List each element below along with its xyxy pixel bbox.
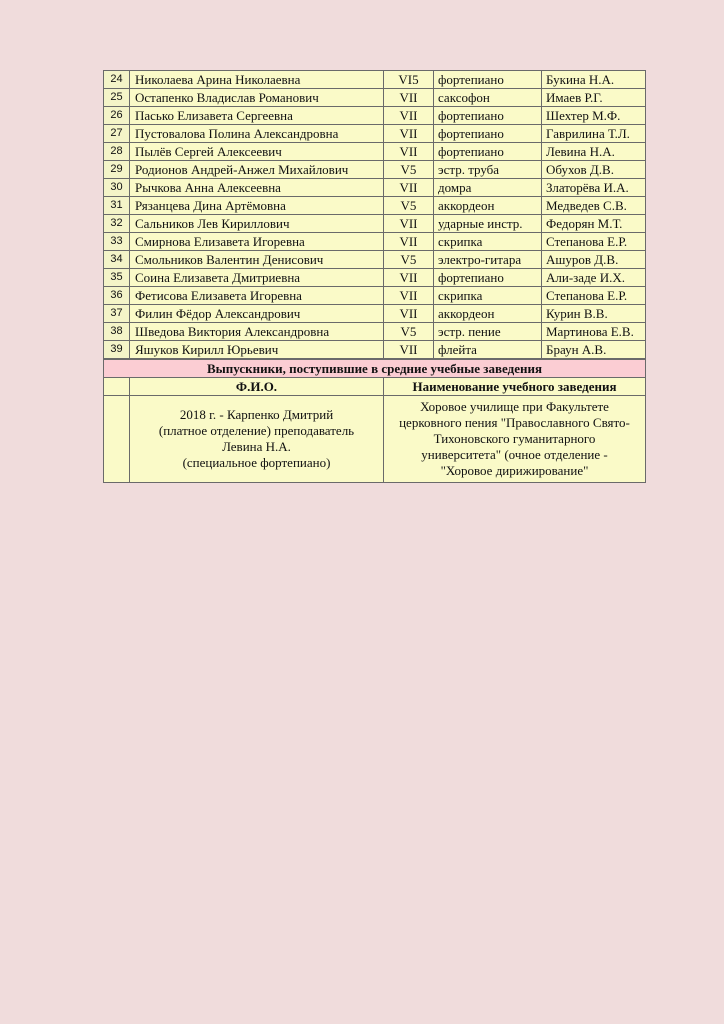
row-number: 39 (104, 341, 130, 359)
student-name: Шведова Виктория Александровна (130, 323, 384, 341)
institution-line: церковного пения "Православного Свято- (399, 415, 630, 430)
teacher-name: Али-заде И.Х. (542, 269, 646, 287)
student-name: Рычкова Анна Алексеевна (130, 179, 384, 197)
instrument: фортепиано (434, 125, 542, 143)
row-number: 36 (104, 287, 130, 305)
student-name: Сальников Лев Кириллович (130, 215, 384, 233)
teacher-name: Златорёва И.А. (542, 179, 646, 197)
instrument: скрипка (434, 233, 542, 251)
row-number: 26 (104, 107, 130, 125)
teacher-name: Степанова Е.Р. (542, 233, 646, 251)
teacher-name: Гаврилина Т.Л. (542, 125, 646, 143)
graduates-title-row (104, 360, 646, 378)
instrument: фортепиано (434, 143, 542, 161)
table-row (104, 215, 646, 233)
class-level: VII (384, 143, 434, 161)
table-row (104, 107, 646, 125)
row-number: 24 (104, 71, 130, 89)
student-name: Пасько Елизавета Сергеевна (130, 107, 384, 125)
instrument: фортепиано (434, 269, 542, 287)
institution-line: Тихоновского гуманитарного (433, 431, 596, 446)
instrument: домра (434, 179, 542, 197)
institution-line: университета" (очное отделение - (421, 447, 608, 462)
class-level: V5 (384, 323, 434, 341)
student-name: Остапенко Владислав Романович (130, 89, 384, 107)
class-level: V5 (384, 197, 434, 215)
document-page (103, 70, 645, 483)
institution-header: Наименование учебного заведения (384, 378, 646, 396)
teacher-name: Букина Н.А. (542, 71, 646, 89)
instrument: ударные инстр. (434, 215, 542, 233)
class-level: VII (384, 341, 434, 359)
student-table-body (104, 71, 646, 359)
teacher-name: Браун А.В. (542, 341, 646, 359)
row-number: 28 (104, 143, 130, 161)
graduates-title: Выпускники, поступившие в средние учебные заведения (104, 360, 646, 378)
student-name: Пылёв Сергей Алексеевич (130, 143, 384, 161)
teacher-name: Курин В.В. (542, 305, 646, 323)
teacher-name: Ашуров Д.В. (542, 251, 646, 269)
header-gutter-cell (104, 378, 130, 396)
student-name: Филин Фёдор Александрович (130, 305, 384, 323)
class-level: VII (384, 89, 434, 107)
student-name: Рязанцева Дина Артёмовна (130, 197, 384, 215)
student-name: Смирнова Елизавета Игоревна (130, 233, 384, 251)
table-row (104, 161, 646, 179)
instrument: электро-гитара (434, 251, 542, 269)
table-row (104, 71, 646, 89)
graduate-institution-cell (384, 396, 646, 483)
instrument: аккордеон (434, 197, 542, 215)
row-number: 27 (104, 125, 130, 143)
row-number: 33 (104, 233, 130, 251)
table-row (104, 341, 646, 359)
table-row (104, 305, 646, 323)
graduate-gutter-cell (104, 396, 130, 483)
teacher-name: Имаев Р.Г. (542, 89, 646, 107)
student-name: Фетисова Елизавета Игоревна (130, 287, 384, 305)
instrument: фортепиано (434, 71, 542, 89)
fio-line: Левина Н.А. (222, 439, 291, 454)
row-number: 29 (104, 161, 130, 179)
class-level: V5 (384, 251, 434, 269)
instrument: флейта (434, 341, 542, 359)
class-level: VII (384, 125, 434, 143)
graduates-header-row (104, 378, 646, 396)
table-row (104, 251, 646, 269)
instrument: эстр. труба (434, 161, 542, 179)
row-number: 37 (104, 305, 130, 323)
row-number: 31 (104, 197, 130, 215)
table-row (104, 323, 646, 341)
table-row (104, 143, 646, 161)
teacher-name: Мартинова Е.В. (542, 323, 646, 341)
graduates-table (103, 359, 646, 483)
instrument: аккордеон (434, 305, 542, 323)
table-row (104, 89, 646, 107)
teacher-name: Шехтер М.Ф. (542, 107, 646, 125)
student-name: Смольников Валентин Денисович (130, 251, 384, 269)
table-row (104, 179, 646, 197)
row-number: 30 (104, 179, 130, 197)
student-table (103, 70, 646, 359)
row-number: 25 (104, 89, 130, 107)
class-level: VII (384, 107, 434, 125)
row-number: 32 (104, 215, 130, 233)
fio-line: (платное отделение) преподаватель (158, 423, 355, 438)
class-level: VII (384, 305, 434, 323)
teacher-name: Степанова Е.Р. (542, 287, 646, 305)
teacher-name: Федорян М.Т. (542, 215, 646, 233)
table-row (104, 269, 646, 287)
institution-line: Хоровое училище при Факультете (420, 399, 609, 414)
fio-line: 2018 г. - Карпенко Дмитрий (179, 407, 334, 422)
instrument: скрипка (434, 287, 542, 305)
institution-line: "Хоровое дирижирование" (440, 463, 589, 478)
class-level: VII (384, 215, 434, 233)
student-name: Родионов Андрей-Анжел Михайлович (130, 161, 384, 179)
class-level: VII (384, 287, 434, 305)
student-name: Соина Елизавета Дмитриевна (130, 269, 384, 287)
table-row (104, 233, 646, 251)
table-row (104, 125, 646, 143)
class-level: V5 (384, 161, 434, 179)
table-row (104, 287, 646, 305)
class-level: VII (384, 233, 434, 251)
instrument: фортепиано (434, 107, 542, 125)
student-name: Николаева Арина Николаевна (130, 71, 384, 89)
teacher-name: Медведев С.В. (542, 197, 646, 215)
table-row (104, 197, 646, 215)
fio-header: Ф.И.О. (130, 378, 384, 396)
row-number: 34 (104, 251, 130, 269)
graduate-fio-cell (130, 396, 384, 483)
fio-line: (специальное фортепиано) (182, 455, 331, 470)
student-name: Яшуков Кирилл Юрьевич (130, 341, 384, 359)
class-level: VII (384, 179, 434, 197)
graduate-row (104, 396, 646, 483)
class-level: VII (384, 269, 434, 287)
class-level: VI5 (384, 71, 434, 89)
instrument: саксофон (434, 89, 542, 107)
teacher-name: Левина Н.А. (542, 143, 646, 161)
student-name: Пустовалова Полина Александровна (130, 125, 384, 143)
instrument: эстр. пение (434, 323, 542, 341)
row-number: 35 (104, 269, 130, 287)
row-number: 38 (104, 323, 130, 341)
teacher-name: Обухов Д.В. (542, 161, 646, 179)
